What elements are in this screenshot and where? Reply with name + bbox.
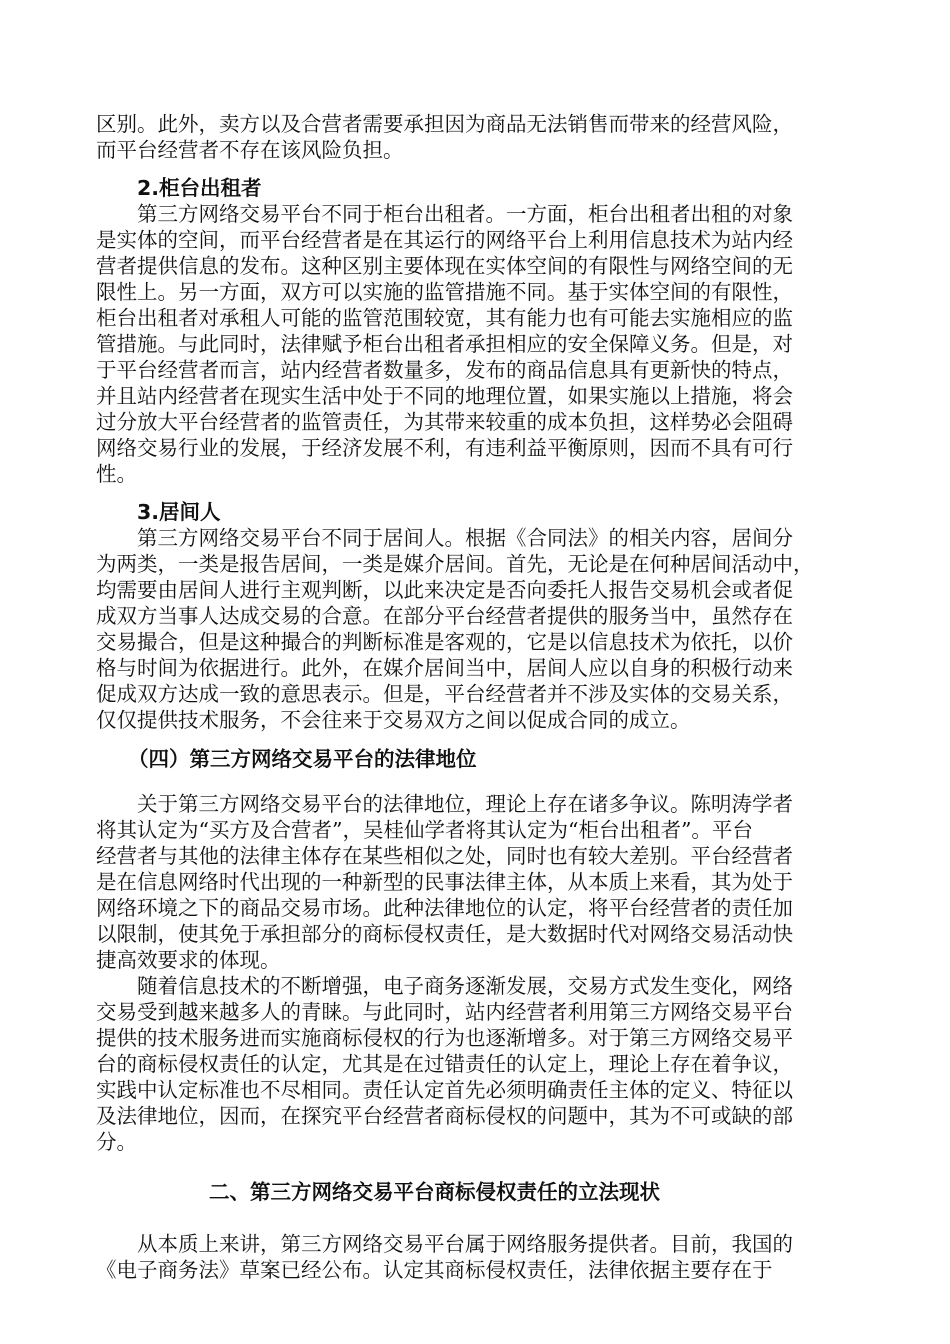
text-line: 提供的技术服务进而实施商标侵权的行为也逐渐增多。对于第三方网络交易平 (96, 1026, 793, 1050)
text-line: 交易受到越来越多人的青睐。与此同时，站内经营者利用第三方网络交易平台 (96, 1000, 793, 1024)
text-line: 关于第三方网络交易平台的法律地位，理论上存在诸多争议。陈明涛学者 (137, 792, 793, 816)
text-line: 从本质上来讲，第三方网络交易平台属于网络服务提供者。目前，我国的 (137, 1232, 793, 1256)
text-line: 性。 (96, 462, 137, 486)
text-line: 成双方当事人达成交易的合意。在部分平台经营者提供的服务当中，虽然存在 (96, 604, 793, 628)
text-line: 均需要由居间人进行主观判断，以此来决定是否向委托人报告交易机会或者促 (96, 578, 793, 602)
text-line: 过分放大平台经营者的监管责任，为其带来较重的成本负担，这样势必会阻碍 (96, 410, 793, 434)
text-line: 促成双方达成一致的意思表示。但是，平台经营者并不涉及实体的交易关系， (96, 682, 793, 706)
text-line: 将其认定为“买方及合营者”，吴桂仙学者将其认定为“柜台出租者”。平台 (96, 818, 753, 842)
text-line: 网络交易行业的发展，于经济发展不利，有违利益平衡原则，因而不具有可行 (96, 436, 793, 460)
text-line: 管措施。与此同时，法律赋予柜台出租者承担相应的安全保障义务。但是，对 (96, 332, 793, 356)
subheading-broker: 3.居间人 (137, 500, 221, 524)
text-line: 为两类，一类是报告居间，一类是媒介居间。首先，无论是在何种居间活动中， (96, 552, 814, 576)
text-line: 分。 (96, 1130, 137, 1154)
text-line: 柜台出租者对承租人可能的监管范围较宽，其有能力也有可能去实施相应的监 (96, 306, 793, 330)
section-heading-legal-status: （四）第三方网络交易平台的法律地位 (128, 747, 477, 771)
text-line: 并且站内经营者在现实生活中处于不同的地理位置，如果实施以上措施，将会 (96, 384, 793, 408)
section-title-legislation: 二、第三方网络交易平台商标侵权责任的立法现状 (209, 1180, 660, 1204)
text-line: 交易撮合，但是这种撮合的判断标准是客观的，它是以信息技术为依托，以价 (96, 630, 793, 654)
text-line: 于平台经营者而言，站内经营者数量多，发布的商品信息具有更新快的特点， (96, 358, 793, 382)
text-line: 以限制，使其免于承担部分的商标侵权责任，是大数据时代对网络交易活动快 (96, 922, 793, 946)
text-line: 仅仅提供技术服务，不会往来于交易双方之间以促成合同的成立。 (96, 708, 691, 732)
text-line: 实践中认定标准也不尽相同。责任认定首先必须明确责任主体的定义、特征以 (96, 1078, 793, 1102)
text-line: 网络环境之下的商品交易市场。此种法律地位的认定，将平台经营者的责任加 (96, 896, 793, 920)
text-line: 营者提供信息的发布。这种区别主要体现在实体空间的有限性与网络空间的无 (96, 254, 793, 278)
text-line: 是在信息网络时代出现的一种新型的民事法律主体，从本质上来看，其为处于 (96, 870, 793, 894)
text-line: 格与时间为依据进行。此外，在媒介居间当中，居间人应以自身的积极行动来 (96, 656, 793, 680)
text-line: 台的商标侵权责任的认定，尤其是在过错责任的认定上，理论上存在着争议， (96, 1052, 793, 1076)
text-line: 第三方网络交易平台不同于柜台出租者。一方面，柜台出租者出租的对象 (137, 202, 793, 226)
text-line: 是实体的空间，而平台经营者是在其运行的网络平台上利用信息技术为站内经 (96, 228, 793, 252)
text-line: 限性上。另一方面，双方可以实施的监管措施不同。基于实体空间的有限性， (96, 280, 793, 304)
text-line: 随着信息技术的不断增强，电子商务逐渐发展，交易方式发生变化，网络 (137, 974, 793, 998)
subheading-counter-lessor: 2.柜台出租者 (137, 176, 262, 200)
text-line: 经营者与其他的法律主体存在某些相似之处，同时也有较大差别。平台经营者 (96, 844, 793, 868)
text-line: 及法律地位，因而，在探究平台经营者商标侵权的问题中，其为不可或缺的部 (96, 1104, 793, 1128)
text-line: 第三方网络交易平台不同于居间人。根据《合同法》的相关内容，居间分 (137, 526, 793, 550)
text-line: 而平台经营者不存在该风险负担。 (96, 138, 404, 162)
text-line: 区别。此外，卖方以及合营者需要承担因为商品无法销售而带来的经营风险， (96, 112, 793, 136)
text-line: 《电子商务法》草案已经公布。认定其商标侵权责任，法律依据主要存在于 (96, 1258, 773, 1282)
text-line: 捷高效要求的体现。 (96, 948, 281, 972)
